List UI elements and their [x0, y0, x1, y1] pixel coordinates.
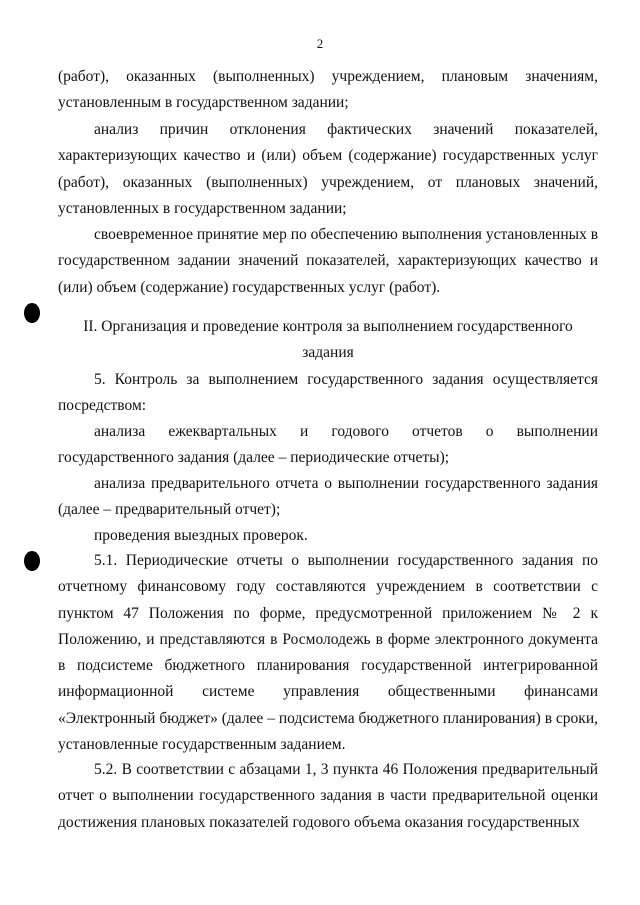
section-heading: II. Организация и проведение контроля за выполнением государственного задания [83, 318, 573, 362]
page-number: 2 [316, 36, 324, 51]
paragraph: (работ), оказанных (выполненных) учреждением, плановым значениям, установленным в государственном задании; [58, 68, 598, 112]
punch-hole-marker [24, 303, 40, 323]
paragraph: 5.2. В соответствии с абзацами 1, 3 пункта 46 Положения предварительный отчет о выполнении государственного задания в части предварительной оценки достижения плановых показателей годового объема оказания государственных [58, 761, 598, 831]
paragraph: анализ причин отклонения фактических значений показателей, характеризующих качество и (или) объем (содержание) государственных услуг (работ), оказанных (выполненных) учреждением, от плановых значений, установленных в государственном задании; [58, 121, 598, 217]
punch-hole-marker [24, 551, 40, 571]
list-item: анализа предварительного отчета о выполнении государственного задания (далее – предварительный отчет); [58, 475, 598, 519]
list-item: проведения выездных проверок. [94, 527, 308, 544]
paragraph: своевременное принятие мер по обеспечению выполнения установленных в государственном задании значений показателей, характеризующих качество и (или) объем (содержание) государственных услуг (работ). [58, 226, 599, 296]
paragraph: 5. Контроль за выполнением государственного задания осуществляется посредством: [58, 371, 598, 415]
paragraph: 5.1. Периодические отчеты о выполнении государственного задания по отчетному финансовому году составляются учреждением в соответствии с пунктом 47 Положения по форме, предусмотренной приложением № 2 к Положению, и представляются в Росмолодежь в форме электронного документа в подсистеме бюджетного планирования государственной интегрированной информационной системе управления общественными финансами «Электронный бюджет» (далее – подсистема бюджетного планирования) в сроки, установленные государственным заданием. [58, 552, 598, 754]
list-item: анализа ежеквартальных и годового отчетов о выполнении государственного задания (далее – периодические отчеты); [58, 423, 598, 467]
